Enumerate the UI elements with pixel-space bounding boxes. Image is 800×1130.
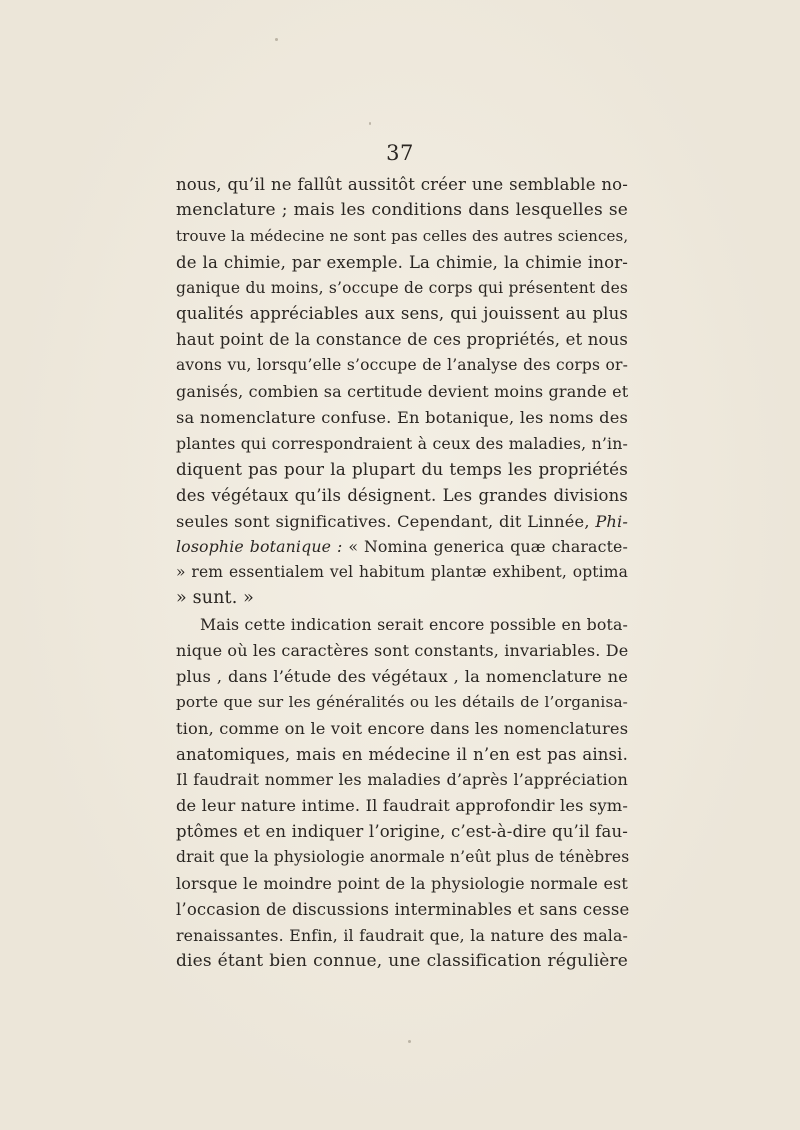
text-line-content: Il faudrait nommer les maladies d’après l’appréciation [176,770,628,790]
text-line-content: ganisés, combien sa certitude devient moins grande et [176,382,629,402]
text-line [176,276,628,302]
text-line [176,198,628,224]
text-line-content: anatomiques, mais en médecine il n’en est pas ainsi. [176,744,628,764]
text-line-content: seules sont significatives. Cependant, dit Linnée, [176,511,590,531]
text-line-content: menclature ; mais les conditions dans lesquelles se [176,199,628,220]
text-line [176,612,628,638]
text-line-content: » rem essentialem vel habitum plantæ exhibent, optima [176,563,628,582]
text-line-content: plantes qui correspondraient à ceux des maladies, n’in- [176,433,628,453]
text-line [176,897,628,923]
text-line [176,327,628,353]
text-line [176,405,628,431]
text-line-content: renaissantes. Enfin, il faudrait que, la nature des mala- [176,925,628,945]
text-line-content: drait que la physiologie anormale n’eût plus de ténèbres [176,848,630,867]
text-line [176,871,628,897]
text-line [176,638,628,664]
text-line [176,793,628,819]
text-line-content: ganique du moins, s’occupe de corps qui présentent des [176,278,628,297]
text-line [176,172,628,198]
text-line-content: nous, qu’il ne fallût aussitôt créer une semblable no- [176,175,628,194]
text-line-content: haut point de la constance de ces propriétés, et nous [176,330,628,350]
page-number: 37 [386,141,414,165]
text-line [176,716,628,742]
text-line [176,509,628,535]
text-line-content: l’occasion de discussions interminables et sans cesse [176,899,630,919]
text-line-content: des végétaux qu’ils désignent. Les grandes divisions [176,485,628,505]
body-text [176,172,628,975]
text-line [176,353,628,379]
text-line [176,560,628,586]
text-line [176,845,628,871]
text-line-content: qualités appréciables aux sens, qui jouissent au plus [176,304,628,324]
paper-speck [275,38,278,41]
text-line-content: dies étant bien connue, une classification régulière [176,950,628,971]
text-line-content: Mais cette indication serait encore possible en bota- [200,615,628,635]
text-line-content: nique où les caractères sont constants, invariables. De [176,641,629,661]
text-line [176,483,628,509]
text-line-content: ptômes et en indiquer l’origine, c’est-à-dire qu’il fau- [176,822,628,842]
text-line-content: tion, comme on le voit encore dans les nomenclatures [176,718,629,738]
text-line-content: » sunt. » [176,588,255,609]
text-line [176,431,628,457]
text-line-content: diquent pas pour la plupart du temps les propriétés [176,458,628,479]
text-line [176,457,628,483]
text-line [176,379,628,405]
italic-title-fragment: losophie botanique : [176,537,343,557]
text-line-content: de leur nature intime. Il faudrait approfondir les sym- [176,796,628,816]
text-line-content: sa nomenclature confuse. En botanique, les noms des [176,408,628,428]
text-line [176,690,628,716]
text-line [176,250,628,276]
text-line [176,923,628,949]
text-line [176,949,628,975]
text-line-content: de la chimie, par exemple. La chimie, la chimie inor- [176,252,628,272]
text-line-content: avons vu, lorsqu’elle s’occupe de l’analyse des corps or- [176,356,628,375]
text-line-content: « Nomina generica quæ characte- [348,537,628,557]
text-line [176,767,628,793]
text-line-content: lorsque le moindre point de la physiologie normale est [176,874,628,894]
text-line-content: porte que sur les généralités ou les détails de l’organisa- [176,692,628,711]
text-line [176,534,628,560]
text-line [176,224,628,250]
text-line-content: trouve la médecine ne sont pas celles des autres sciences, [176,226,629,245]
text-line [176,742,628,768]
paper-speck [408,1040,411,1043]
paper-speck [369,122,371,125]
italic-title-fragment: Phi- [595,511,628,531]
text-line [176,301,628,327]
text-line [176,586,628,612]
text-line-content: plus , dans l’étude des végétaux , la nomenclature ne [176,666,628,686]
text-line [176,664,628,690]
text-line [176,819,628,845]
